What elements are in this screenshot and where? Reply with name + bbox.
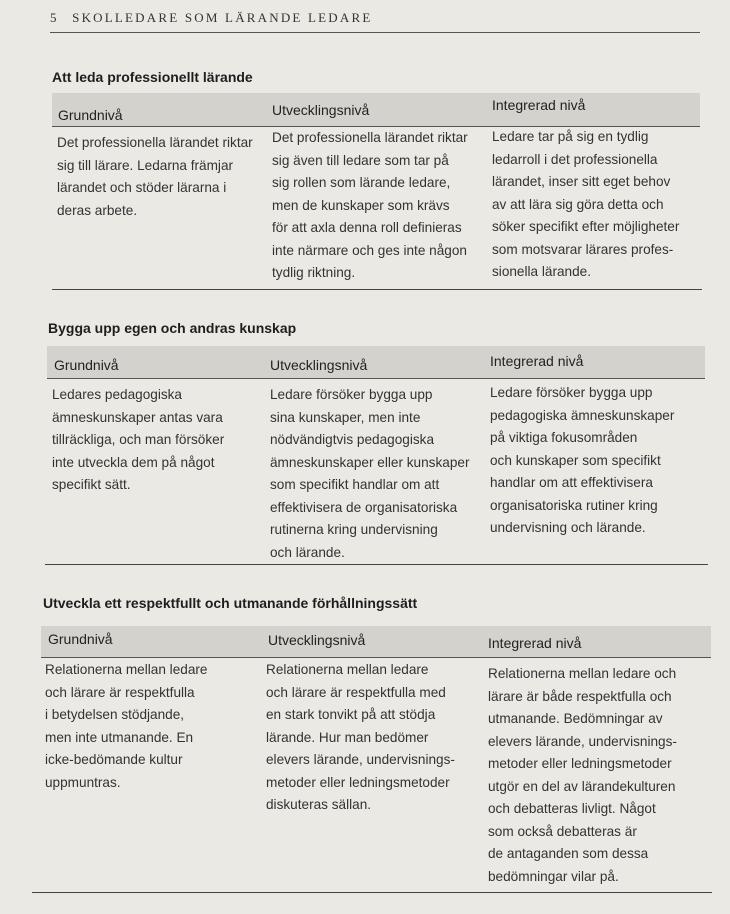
column-header-developing: Utvecklingsnivå (270, 357, 368, 373)
section-title: Bygga upp egen och andras kunskap (48, 320, 297, 336)
cell-basic: Relationerna mellan ledare och lärare är respektfulla i betydelsen stödjande, men inte utmanande. En icke-bedömande kultur uppmuntras. (45, 662, 208, 790)
cell-basic: Det professionella lärandet riktar sig till lärare. Ledarna främjar lärandet och stöder lärarna i deras arbete. (57, 135, 253, 218)
section-title: Utveckla ett respektfullt och utmanande förhållningssätt (43, 595, 418, 611)
table-header (52, 93, 700, 127)
column-header-developing: Utvecklingsnivå (272, 102, 370, 118)
cell-integrated: Ledare tar på sig en tydlig ledarroll i det professionella lärandet, inser sitt eget behov av att lära sig göra detta och söker specifikt efter möjligheter som motsvarar lärares profes- sionella lärande. (492, 129, 680, 279)
column-header-developing: Utvecklingsnivå (268, 632, 366, 648)
table-bottom-rule (45, 564, 708, 565)
table-header (47, 346, 705, 379)
running-head (50, 10, 700, 33)
column-header-integrated: Integrerad nivå (492, 97, 586, 113)
cell-developing: Ledare försöker bygga upp sina kunskaper, men inte nödvändigtvis pedagogiska ämneskunskaper eller kunskaper som specifikt handlar om att effektivisera de organisatoriska rutinerna kring undervisning och lärande. (270, 387, 470, 560)
column-header-basic: Grundnivå (48, 631, 113, 647)
table-header (41, 626, 711, 658)
cell-developing: Relationerna mellan ledare och lärare är respektfulla med en stark tonvikt på att stödja lärande. Hur man bedömer elevers lärande, undervisnings- metoder eller ledningsmetoder diskuteras sällan. (266, 662, 455, 812)
column-header-basic: Grundnivå (58, 107, 123, 123)
section-title: Att leda professionellt lärande (52, 69, 253, 85)
chapter-number: 5 (50, 10, 59, 25)
chapter-title: SKOLLEDARE SOM LÄRANDE LEDARE (72, 10, 373, 25)
cell-basic: Ledares pedagogiska ämneskunskaper antas vara tillräckliga, och man försöker inte utveckla dem på något specifikt sätt. (52, 387, 225, 492)
cell-integrated: Ledare försöker bygga upp pedagogiska ämneskunskaper på viktiga fokusområden och kunskaper som specifikt handlar om att effektivisera organisatoriska rutiner kring undervisning och lärande. (490, 385, 675, 535)
cell-developing: Det professionella lärandet riktar sig även till ledare som tar på sig rollen som lärande ledare, men de kunskaper som krävs för att axla denna roll definieras inte närmare och ges inte någon tydlig riktning. (272, 130, 468, 280)
column-header-basic: Grundnivå (54, 357, 119, 373)
table-bottom-rule (32, 892, 712, 893)
cell-integrated: Relationerna mellan ledare och lärare är både respektfulla och utmanande. Bedömningar av elevers lärande, undervisnings- metoder eller ledningsmetoder utgör en del av lärandekulturen och debatteras livligt. Något som också debatteras är de antaganden som dessa bedömningar vilar på. (488, 666, 677, 884)
table-bottom-rule (52, 289, 702, 290)
column-header-integrated: Integrerad nivå (488, 635, 582, 651)
column-header-integrated: Integrerad nivå (490, 353, 584, 369)
